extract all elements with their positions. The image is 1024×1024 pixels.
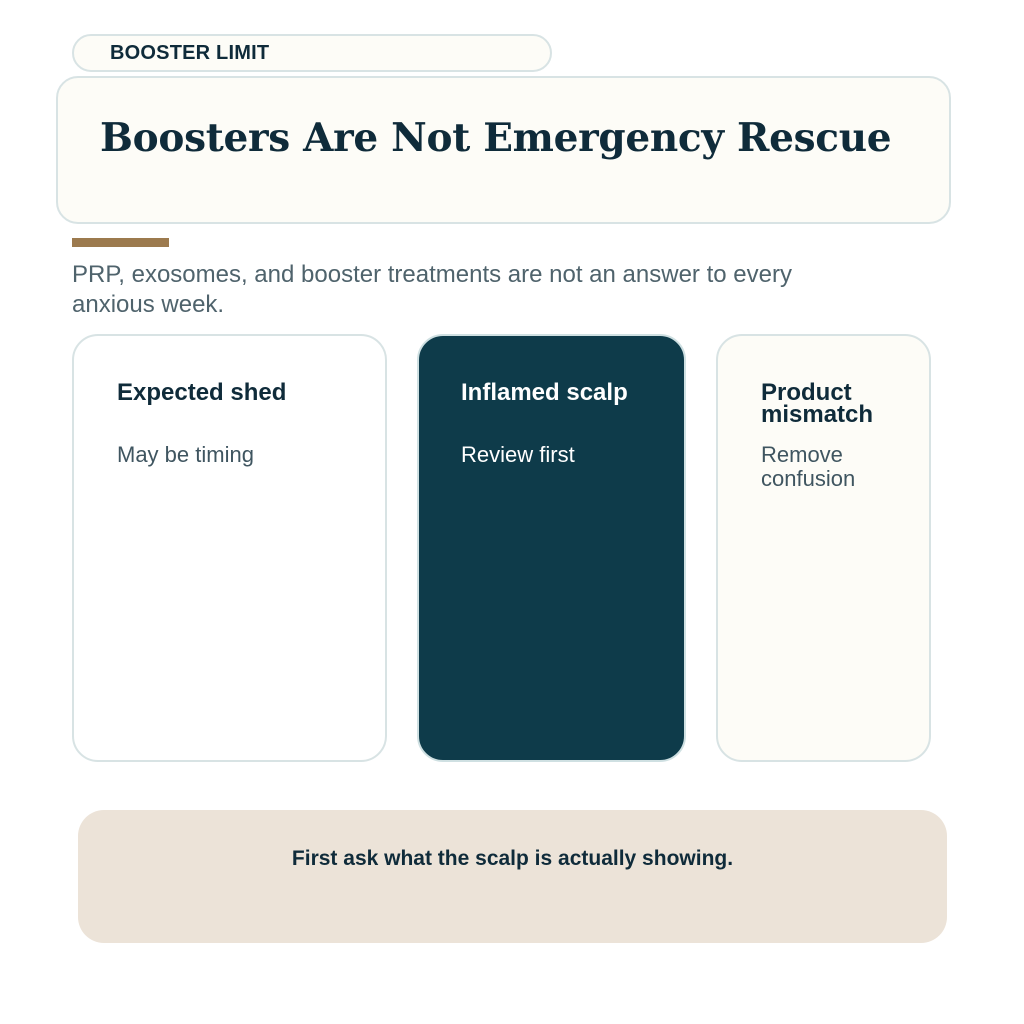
section-tag-label: BOOSTER LIMIT <box>110 41 270 64</box>
card-body: Review first <box>461 442 575 467</box>
card-body: Remove confusion <box>761 442 856 491</box>
title-card <box>56 76 951 224</box>
footer-callout <box>78 810 947 943</box>
footer-callout-text: First ask what the scalp is actually showing. <box>291 847 734 870</box>
page-subtitle: PRP, exosomes, and booster treatments are not an answer to every anxious week. <box>72 261 792 318</box>
card-body: May be timing <box>117 442 254 467</box>
card-product-mismatch <box>716 334 931 762</box>
accent-divider <box>72 238 169 247</box>
card-expected-shed <box>72 334 387 762</box>
card-title: Product mismatch <box>761 379 874 428</box>
card-title: Expected shed <box>117 379 287 406</box>
card-inflamed-scalp <box>417 334 686 762</box>
card-title: Inflamed scalp <box>461 379 628 406</box>
section-tag <box>72 34 552 72</box>
page-title: Boosters Are Not Emergency Rescue <box>100 115 892 161</box>
